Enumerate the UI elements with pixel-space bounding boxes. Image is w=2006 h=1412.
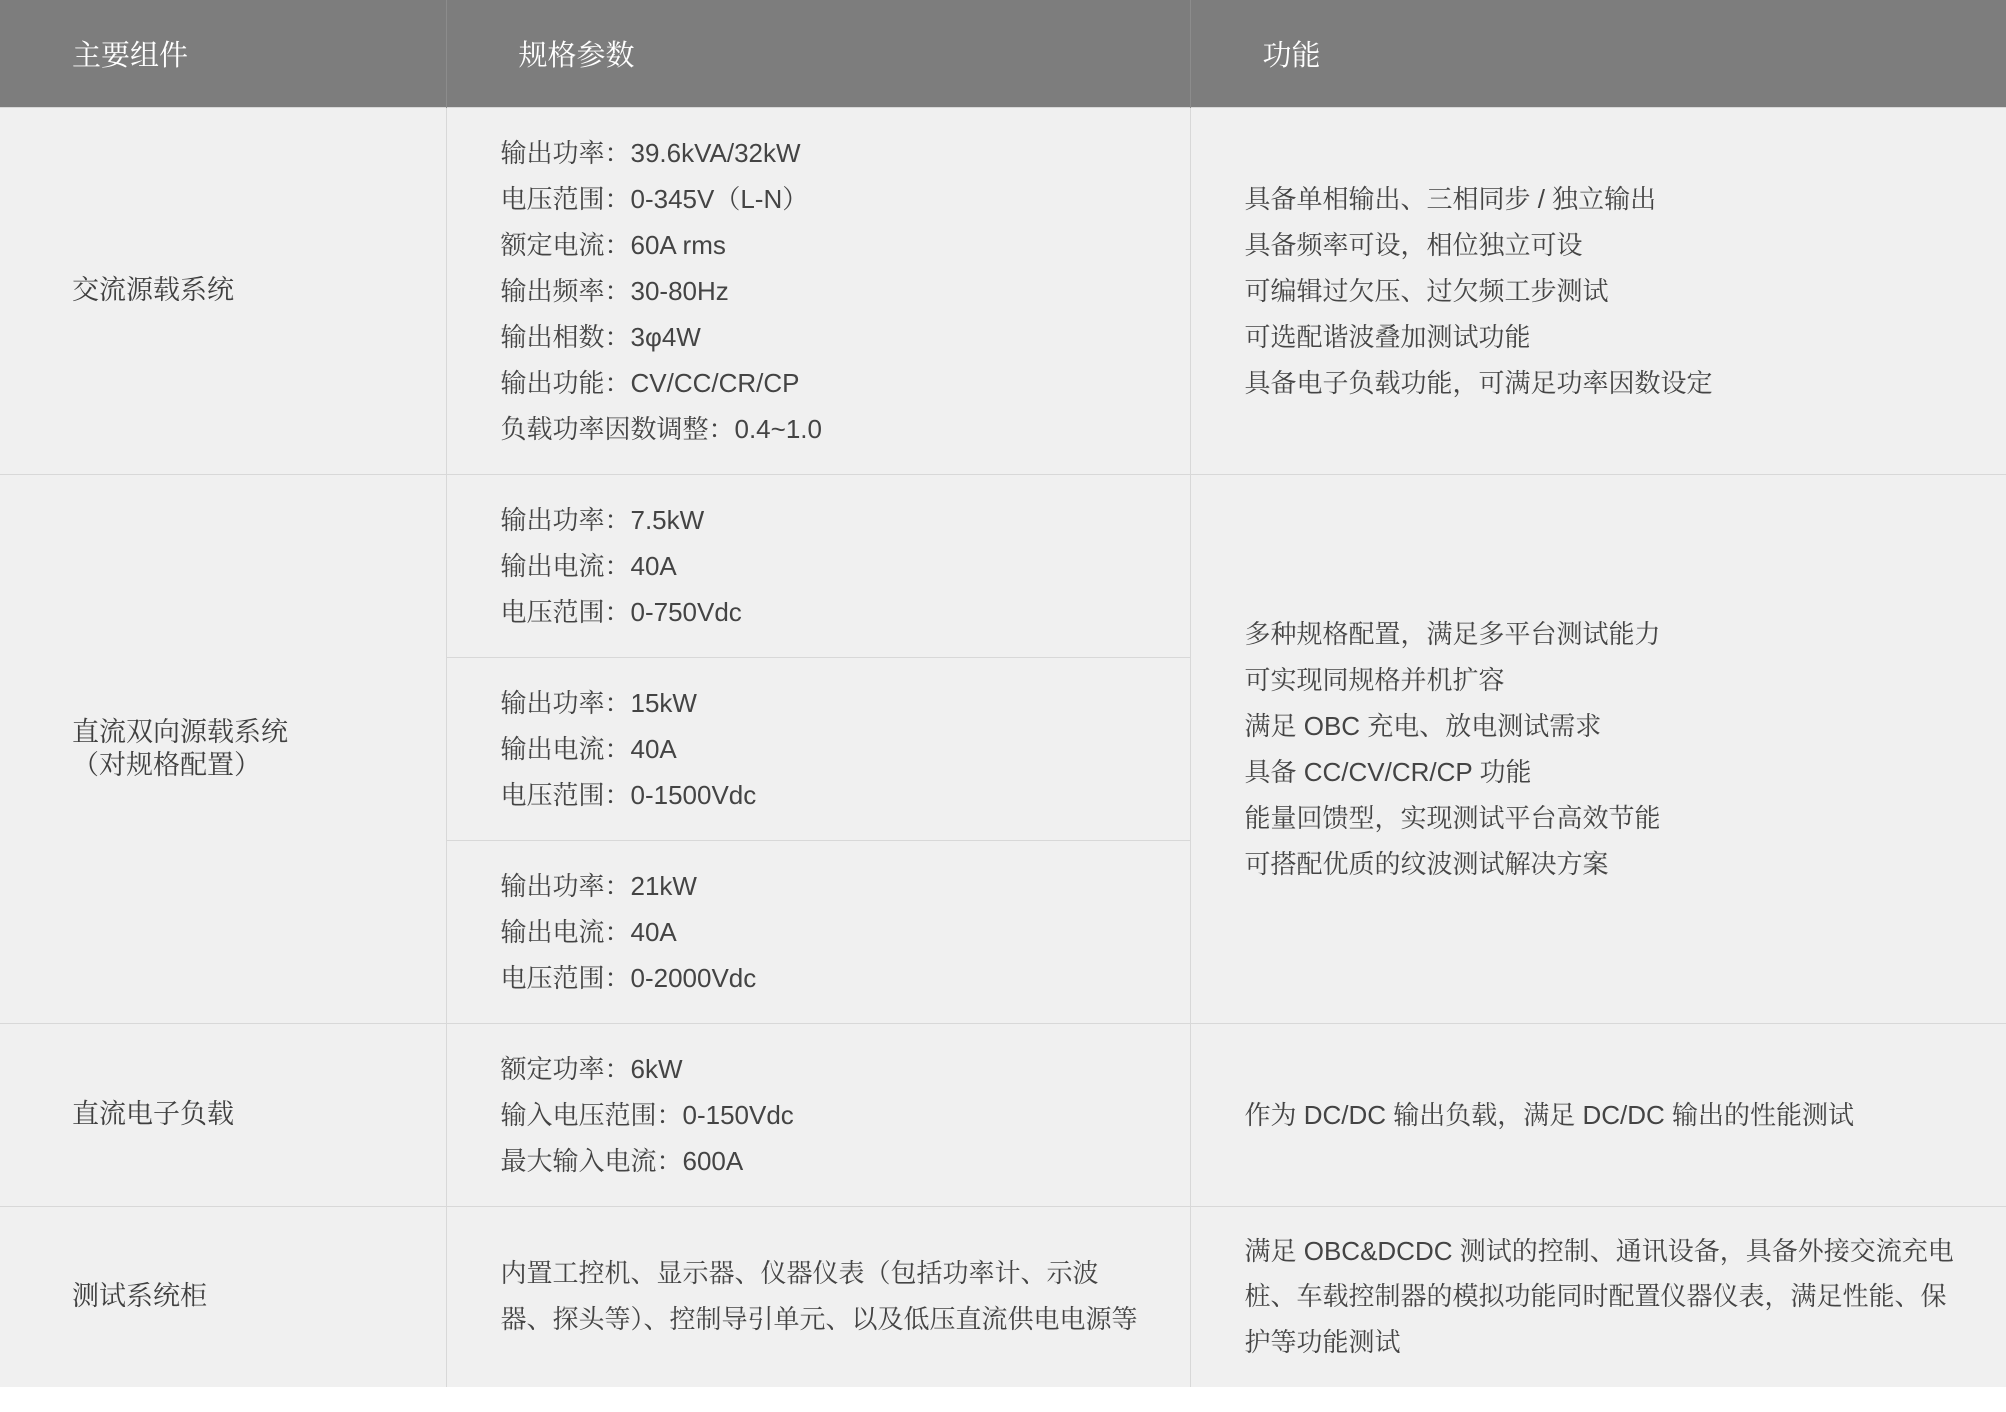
table-body — [0, 107, 2006, 1387]
component-name-line: 直流电子负载 — [72, 1099, 234, 1129]
function-line: 可编辑过欠压、过欠频工步测试 — [1244, 275, 1609, 306]
column-header-function: 功能 — [1190, 0, 2006, 107]
spec-group — [447, 1024, 1190, 1206]
component-name-cell — [0, 474, 446, 1023]
spec-line: 输出电流：40A — [500, 916, 677, 947]
spec-group — [447, 840, 1190, 1023]
function-cell — [1190, 474, 2006, 1023]
spec-line: 最大输入电流：600A — [500, 1145, 744, 1176]
function-line: 可搭配优质的纹波测试解决方案 — [1244, 848, 1609, 879]
function-line: 多种规格配置，满足多平台测试能力 — [1244, 618, 1661, 649]
spec-line: 输出功率：39.6kVA/32kW — [500, 137, 801, 168]
spec-line: 输出功能：CV/CC/CR/CP — [500, 367, 800, 398]
function-paragraph: 满足 OBC&DCDC 测试的控制、通讯设备，具备外接交流充电桩、车载控制器的模拟功能同时配置仪器仪表，满足性能、保护等功能测试 — [1244, 1235, 1954, 1357]
function-line: 具备单相输出、三相同步 / 独立输出 — [1244, 183, 1657, 214]
spec-line: 电压范围：0-1500Vdc — [500, 779, 757, 810]
specification-cell — [446, 1206, 1190, 1387]
spec-line: 输出电流：40A — [500, 733, 677, 764]
spec-group — [447, 475, 1190, 657]
component-name-line: 测试系统柜 — [72, 1281, 207, 1312]
table-row — [0, 1023, 2006, 1206]
function-cell — [1190, 1206, 2006, 1387]
spec-line: 负载功率因数调整：0.4~1.0 — [500, 413, 822, 444]
table-row — [0, 474, 2006, 1023]
spec-line: 额定功率：6kW — [500, 1053, 683, 1084]
function-line: 可实现同规格并机扩容 — [1244, 664, 1505, 695]
function-line: 满足 OBC 充电、放电测试需求 — [1244, 710, 1602, 741]
function-line: 作为 DC/DC 输出负载，满足 DC/DC 输出的性能测试 — [1244, 1099, 1855, 1130]
spec-line: 额定电流：60A rms — [500, 229, 726, 260]
table-header — [0, 0, 2006, 107]
function-line: 可选配谐波叠加测试功能 — [1244, 321, 1531, 352]
column-header-component: 主要组件 — [0, 0, 446, 107]
spec-line: 输出功率：7.5kW — [500, 504, 705, 535]
spec-line: 输出功率：21kW — [500, 870, 697, 901]
component-name-cell — [0, 1206, 446, 1387]
spec-paragraph: 内置工控机、显示器、仪器仪表（包括功率计、示波器、探头等）、控制导引单元、以及低压直流供电电源等 — [500, 1258, 1138, 1334]
function-line: 具备电子负载功能，可满足功率因数设定 — [1244, 367, 1713, 398]
function-line: 具备频率可设，相位独立可设 — [1244, 229, 1583, 260]
table-row — [0, 1206, 2006, 1387]
specification-cell — [446, 474, 1190, 1023]
spec-line: 输出相数：3φ4W — [500, 321, 701, 352]
spec-line: 输入电压范围：0-150Vdc — [500, 1099, 794, 1130]
specification-cell — [446, 1023, 1190, 1206]
function-line: 具备 CC/CV/CR/CP 功能 — [1244, 756, 1532, 787]
spec-line: 输出电流：40A — [500, 550, 677, 581]
spec-line: 电压范围：0-750Vdc — [500, 596, 742, 627]
spec-line: 电压范围：0-2000Vdc — [500, 962, 757, 993]
specification-cell — [446, 107, 1190, 474]
column-header-specification: 规格参数 — [446, 0, 1190, 107]
function-line: 能量回馈型，实现测试平台高效节能 — [1244, 802, 1661, 833]
function-cell — [1190, 107, 2006, 474]
component-name-subline: （对规格配置） — [72, 749, 261, 780]
component-name-cell — [0, 107, 446, 474]
spec-line: 电压范围：0-345V（L-N） — [500, 183, 809, 214]
spec-line: 输出功率：15kW — [500, 687, 697, 718]
spec-group — [447, 657, 1190, 840]
component-name-cell — [0, 1023, 446, 1206]
table-row — [0, 107, 2006, 474]
spec-line: 输出频率：30-80Hz — [500, 275, 729, 306]
component-name-line: 交流源载系统 — [72, 275, 234, 305]
function-cell — [1190, 1023, 2006, 1206]
spec-group — [447, 108, 1190, 474]
component-name-line: 直流双向源载系统 — [72, 716, 288, 747]
table-header-row — [0, 0, 2006, 107]
